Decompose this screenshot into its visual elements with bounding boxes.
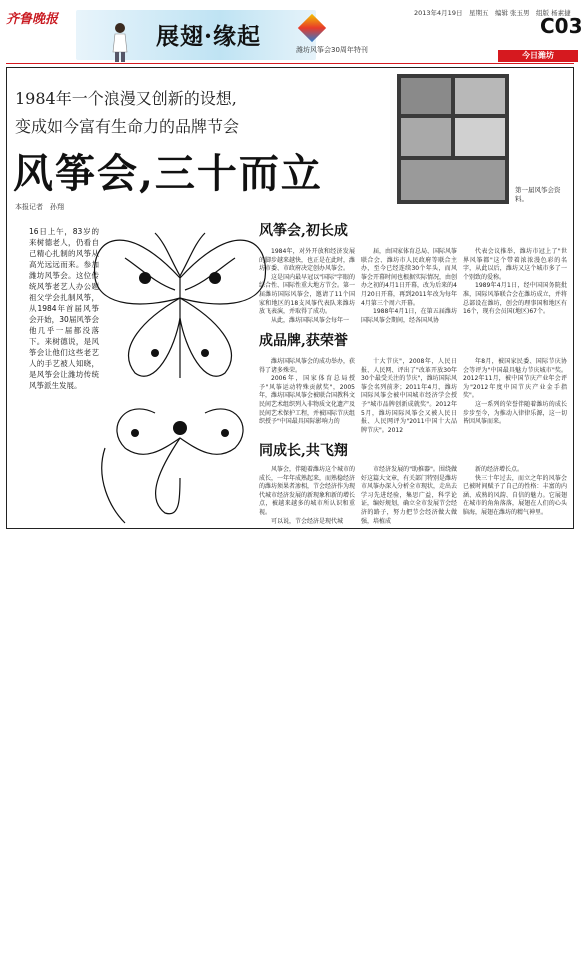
section-column: 1984年，对外开放和经济发展的脚步越来越快，也正是在此时，潍坊市委、市政府决定创办风筝会。 这是国内最早冠以"国际"字眼的综合性、国际性重大地方节会。第一届潍坊国际风筝会，邀请了11个国家和地区的18支风筝代表队来潍坊放飞表演，并取得了成功。 从此，潍坊国际风筝会每年一 xyxy=(259,248,356,324)
dateline: 2013年4月19日 星期五 编辑 张玉男 组版 杨素捷 xyxy=(414,9,571,17)
section-column: 代表会议推举，潍坊市冠上了"世界风筝都"这个带着浓浓漫色彩的名字，从此以后，潍坊又这个城市多了一个别致的爱称。 1989年4月1日，经中国国务院批准，国际风筝联合会在潍坊成立，并将总部设在潍坊，创会的理事国和地区有16个，现有会员国(地区)67个。 xyxy=(463,248,567,316)
section-column: 年8月，被国家民委、国际节庆协会等评为"中国最具魅力节庆城市"奖。2012年11月，被中国节庆产业年会评为"2012年度中国节庆产业金手指奖"。 这一系列的荣誉伴随着潍坊的成长步步至今，为推动入律律乐源，这一切皆因风筝而来。 xyxy=(463,358,567,426)
special-issue-banner xyxy=(76,10,316,60)
section-column: 新的经济增长点。 快三十年过去，而立之年的风筝会已被时间赋予了自己的性格：丰富的内涵、成熟的风韵、自信的魅力。它展翅在城市的角角落落，展翅在人们的心头脑海，展翅在潍坊的精气神里。 xyxy=(463,466,567,516)
lead-paragraph: 16日上午，83岁的来树德老人，仍看自己精心扎制的风筝从高光远远而来。参加潍坊风筝会。这位传统风筝老艺人办公题祖父学会扎制风筝，从1984年首届风筝会开始，30届风筝会他几乎一届都没落下。来树德说，是风筝会让他们这些老艺人的手艺被人知晓，是风筝会让潍坊传统风筝派生发展。 xyxy=(29,227,99,390)
section-tab: 今日潍坊 xyxy=(498,50,578,62)
child-with-kite-icon xyxy=(106,20,136,64)
kite-icon xyxy=(298,14,326,42)
section-title: 同成长,共飞翔 xyxy=(259,443,348,459)
byline: 本报记者 孙翔 xyxy=(15,203,64,211)
masthead xyxy=(6,6,583,64)
page-number: C03 xyxy=(540,14,583,38)
section-column: 风筝会，伴随着潍坊这个城市的成长，一年年成熟起来，而熟稳经济的潍坊须果者渗相，节会经济作为现代城市经济发展的新现象和新的增长点，被越来越多的城市所认识和重视。 可以说，节会经济是现代城 xyxy=(259,466,356,525)
section-column: 届，由国家体育总局、国际风筝联合会、潍坊市人民政府等联合主办，至今已经连续30个年头，而风筝会开幕时间也根据实际情况，由创办之初的4月1日开幕，改为后来的4月20日开幕，再到2011年改为每年4月第三个周六开幕。 1988年4月1日，在第五届潍坊国际风筝会期间，经各国风协 xyxy=(361,248,458,324)
section-title: 风筝会,初长成 xyxy=(259,223,348,239)
banner-title: 展翅·缘起 xyxy=(156,23,262,50)
section-column: 十大节庆"，2008年，人民日报、人民网、评出了"改革开放30年30个最受关注的节庆"，潍坊国际风筝会名列前茅；2011年4月，潍坊国际风筝会被中国城市经济学会授予"城市品牌创新成就奖"。2012年5月，潍坊国际风筝会又被人民日报、人民网评为"2011中国十大品牌节庆"。2012 xyxy=(361,358,457,434)
butterfly-kite-papercut-illustration xyxy=(85,198,275,528)
photo-caption: 第一届风筝会资料。 xyxy=(515,186,561,203)
newspaper-logo: 齐鲁晚报 xyxy=(6,12,59,27)
masthead-rule xyxy=(6,63,574,64)
banner-subtitle: 潍坊风筝会30周年特刊 xyxy=(296,46,368,54)
archive-photo xyxy=(397,74,509,204)
deck-line-2: 变成如今富有生命力的品牌节会 xyxy=(15,117,240,136)
headline: 风筝会,三十而立 xyxy=(13,150,323,197)
section-column: 市经济发展的"助推器"。围绕做好这篇大文章，有关部门特别是潍坊市风筝办深入分析全市现状，走出去学习先进经验，集思广益，科学论证，编好规划，确立全市发展节会经济的路子，努力把节会经济做大做强，培植成 xyxy=(361,466,458,525)
section-title: 成品牌,获荣誉 xyxy=(259,333,348,349)
article xyxy=(6,67,574,529)
deck-line-1: 1984年一个浪漫又创新的设想, xyxy=(15,89,237,108)
section-column: 潍坊国际风筝会的成功举办，获得了诸多殊荣。 2006年，国家体育总局授予"风筝运动特殊贡献奖"，2005年，潍坊国际风筝会被联合国教科文民间艺术组织列入非物质文化遗产及民间艺术保护工程，并被国际节庆组织授予"中国最具国际影响力的 xyxy=(259,358,356,426)
